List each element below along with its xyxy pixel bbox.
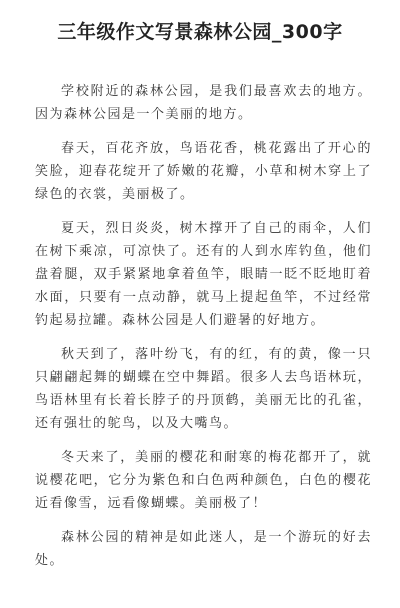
document-title: 三年级作文写景森林公园_300字 — [57, 21, 343, 43]
document-body — [35, 80, 372, 583]
paragraph-winter: 冬天来了，美丽的樱花和耐寒的梅花都开了，就说樱花吧，它分为紫色和白色两种颜色，白色的樱花近看像雪，远看像蝴蝶。美丽极了！ — [35, 450, 372, 511]
paragraph-summer: 夏天，烈日炎炎，树木撑开了自己的雨伞，人们在树下乘凉，可凉快了。还有的人到水库钓鱼，他们盘着腿，双手紧紧地拿着鱼竿，眼睛一眨不眨地盯着水面，只要有一点动静，就马上提起鱼竿，不过经常钓起易拉罐。森林公园是人们避暑的好地方。 — [35, 221, 372, 328]
paragraph-autumn: 秋天到了，落叶纷飞，有的红，有的黄，像一只只翩翩起舞的蝴蝶在空中舞蹈。很多人去鸟语林玩，鸟语林里有长着长脖子的丹顶鹤，美丽无比的孔雀，还有强壮的鸵鸟，以及大嘴鸟。 — [35, 347, 372, 431]
paragraph-conclusion: 森林公园的精神是如此迷人，是一个游玩的好去处。 — [35, 530, 372, 568]
paragraph-intro: 学校附近的森林公园，是我们最喜欢去的地方。因为森林公园是一个美丽的地方。 — [35, 84, 372, 122]
paragraph-spring: 春天，百花齐放，鸟语花香，桃花露出了开心的笑脸，迎春花绽开了娇嫩的花瓣，小草和树木穿上了绿色的衣裳，美丽极了。 — [35, 141, 372, 202]
